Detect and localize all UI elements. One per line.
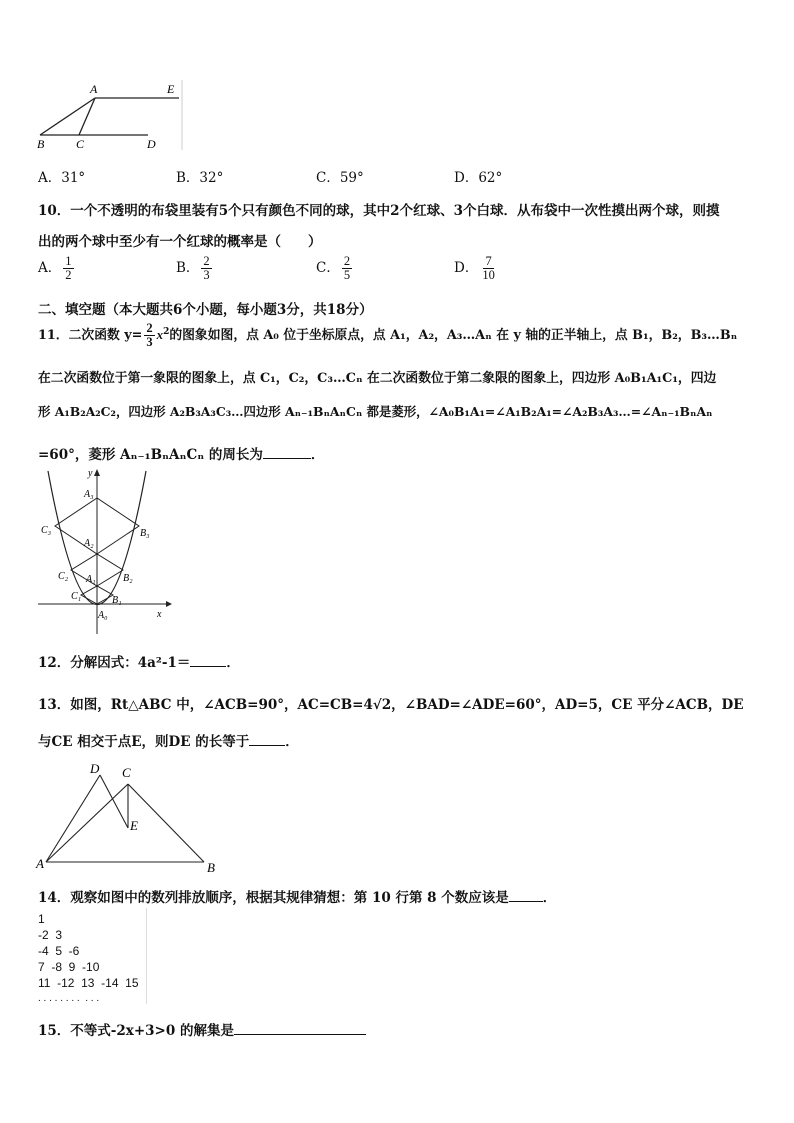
label-d: D <box>90 761 100 776</box>
q14-answer-blank <box>509 889 543 902</box>
label-c3: C₃ <box>41 525 52 536</box>
q9-option-a: A．31° <box>38 170 86 186</box>
sequence-row-1: 1 <box>38 912 45 926</box>
label-a1: A₁ <box>86 574 96 585</box>
label-c: C <box>76 137 85 151</box>
label-c: C <box>122 765 131 780</box>
q10-option-d: D． $\frac{7}{10}$ <box>454 254 495 283</box>
label-e: E <box>130 818 138 833</box>
label-a: A <box>90 82 98 96</box>
figure-q11-parabola <box>34 466 174 638</box>
sequence-row-5: 11 -12 13 -14 15 <box>38 976 139 990</box>
q13-line1: 13．如图，Rt△ABC 中，∠ACB=90°，AC=CB=4√2，∠BAD=∠ADE=60°，AD=5，CE 平分∠ACB，DE <box>38 697 744 713</box>
label-b1: B₁ <box>112 595 122 606</box>
label-x: x <box>157 609 162 620</box>
sequence-row-2: -2 3 <box>38 928 63 942</box>
q13-answer-blank <box>249 733 285 746</box>
figure-q13-triangle <box>34 760 224 874</box>
q9-option-d: D．62° <box>454 170 503 186</box>
q11-line4: =60°，菱形 Aₙ₋₁BₙAₙCₙ 的周长为 ． <box>38 447 325 463</box>
sequence-row-3: -4 5 -6 <box>38 944 80 958</box>
q14-line: 14．观察如图中的数列排放顺序，根据其规律猜想：第 10 行第 8 个数应该是 ． <box>38 890 557 906</box>
line-cb <box>128 784 204 862</box>
section-2-heading: 二、填空题（本大题共6个小题，每小题3分，共18分） <box>38 302 373 318</box>
q10-option-b: B． $\frac{2}{3}$ <box>176 254 210 283</box>
q11-answer-blank <box>263 446 311 459</box>
q15-answer-blank <box>234 1022 366 1035</box>
line-de <box>100 775 128 828</box>
figure-q9 <box>34 78 184 152</box>
label-b: B <box>37 137 45 151</box>
q11-line1: 11．二次函数 y= $\frac{2}{3}$ $x^2$的图象如图，点 A₀ 位于坐标原点，点 A₁，A₂，A₃…Aₙ 在 y 轴的正半轴上，点 B₁，B₂，B₃…Bₙ <box>38 321 738 350</box>
q13-line2: 与CE 相交于点E，则DE 的长等于 ． <box>38 734 299 750</box>
q11-line3: 形 A₁B₂A₂C₂，四边形 A₂B₃A₃C₃…四边形 Aₙ₋₁BₙAₙCₙ 都是菱形，∠A₀B₁A₁=∠A₁B₂A₁=∠A₂B₃A₃…=∠Aₙ₋₁BₙAₙ <box>38 404 713 419</box>
label-c1: C₁ <box>71 591 82 602</box>
q15-line: 15．不等式-2x+3>0 的解集是 <box>38 1019 366 1039</box>
label-d: D <box>147 137 156 151</box>
q10-option-a: A． $\frac{1}{2}$ <box>38 254 72 283</box>
q12-answer-blank <box>190 654 226 667</box>
q9-option-b: B．32° <box>176 170 224 186</box>
y-axis-arrow <box>94 469 100 476</box>
q11-line2: 在二次函数位于第一象限的图象上，点 C₁，C₂，C₃…Cₙ 在二次函数位于第二象限的图象上，四边形 A₀B₁A₁C₁，四边 <box>38 371 717 386</box>
label-a2: A₂ <box>84 538 94 549</box>
label-y: y <box>88 468 93 479</box>
q9-option-c: C．59° <box>316 170 364 186</box>
label-b2: B₂ <box>123 573 133 584</box>
label-a: A <box>36 856 44 871</box>
x-axis-arrow <box>166 601 172 607</box>
sequence-row-6: . . . . . . . . . . . <box>38 993 100 1004</box>
label-b: B <box>207 860 215 874</box>
label-b3: B₃ <box>140 528 150 539</box>
q10-line2: 出的两个球中至少有一个红球的概率是（ ） <box>38 234 322 250</box>
q10-line1: 10．一个不透明的布袋里装有5个只有颜色不同的球，其中2个红球、3个白球．从布袋中一次性摸出两个球，则摸 <box>38 203 720 219</box>
q12-line: 12．分解因式：4a²-1＝ ． <box>38 655 240 671</box>
q10-option-c: C． $\frac{2}{5}$ <box>316 254 351 283</box>
label-c2: C₂ <box>58 571 69 582</box>
sequence-row-4: 7 -8 9 -10 <box>38 960 100 974</box>
label-a0: A₀ <box>98 610 108 621</box>
label-e: E <box>167 82 175 96</box>
label-a3: A₃ <box>84 489 94 500</box>
